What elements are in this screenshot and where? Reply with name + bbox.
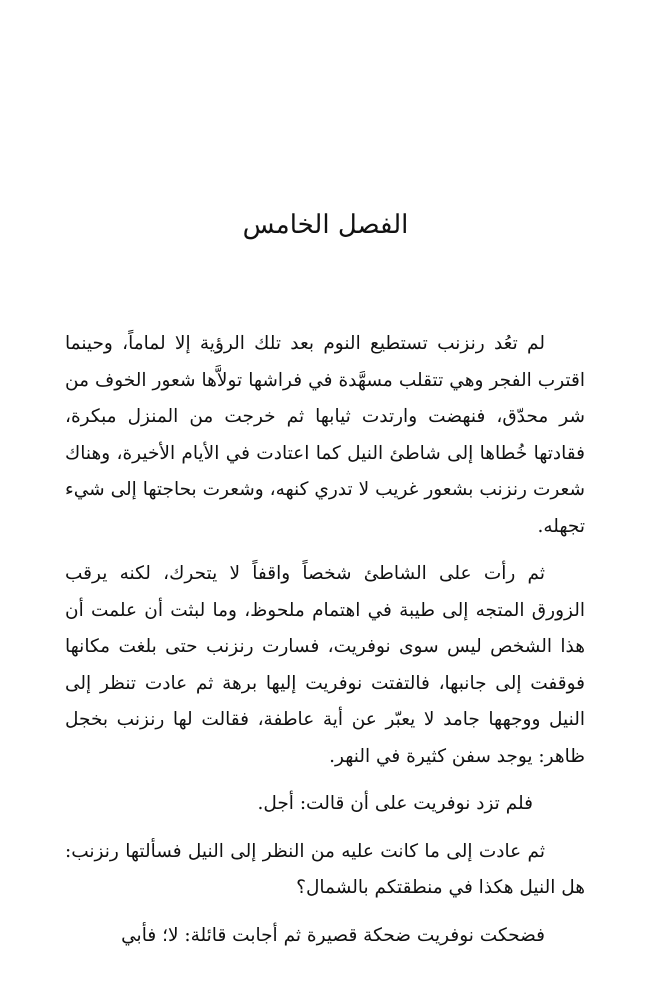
paragraph: لم تعُد رنزنب تستطيع النوم بعد تلك الرؤية إلا لماماً، وحينما اقترب الفجر وهي تتقلب مسهَّدة في فراشها تولاَّها شعور الخوف من شر محدّق، فنهضت وارتدت ثيابها ثم خرجت من المنزل مبكرة، فقادتها خُطاها إلى شاطئ النيل كما اعتادت في الأيام الأخيرة، وهناك شعرت رنزنب بشعور غريب لا تدري كنهه، وشعرت بحاجتها إلى شيء تجهله. [65, 333, 585, 537]
paragraph: فلم تزد نوفريت على أن قالت: أجل. [257, 793, 533, 814]
chapter-body [65, 326, 585, 965]
paragraph: ثم رأت على الشاطئ شخصاً واقفاً لا يتحرك، لكنه يرقب الزورق المتجه إلى طيبة في اهتمام ملحوظ، وما لبثت أن علمت أن هذا الشخص ليس سوى نوفريت، فسارت رنزنب حتى بلغت مكانها فوقفت إلى جانبها، فالتفتت نوفريت إليها برهة ثم عادت تنظر إلى النيل ووجهها جامد لا يعبّر عن أية عاطفة، فقالت لها رنزنب بخجل ظاهر: يوجد سفن كثيرة في النهر. [65, 563, 585, 767]
chapter-title: الفصل الخامس [242, 210, 409, 240]
paragraph: فضحكت نوفريت ضحكة قصيرة ثم أجابت قائلة: لا؛ فأبي [121, 924, 545, 946]
paragraph: ثم عادت إلى ما كانت عليه من النظر إلى النيل فسألتها رنزنب: هل النيل هكذا في منطقتكم بالشمال؟ [65, 840, 585, 898]
